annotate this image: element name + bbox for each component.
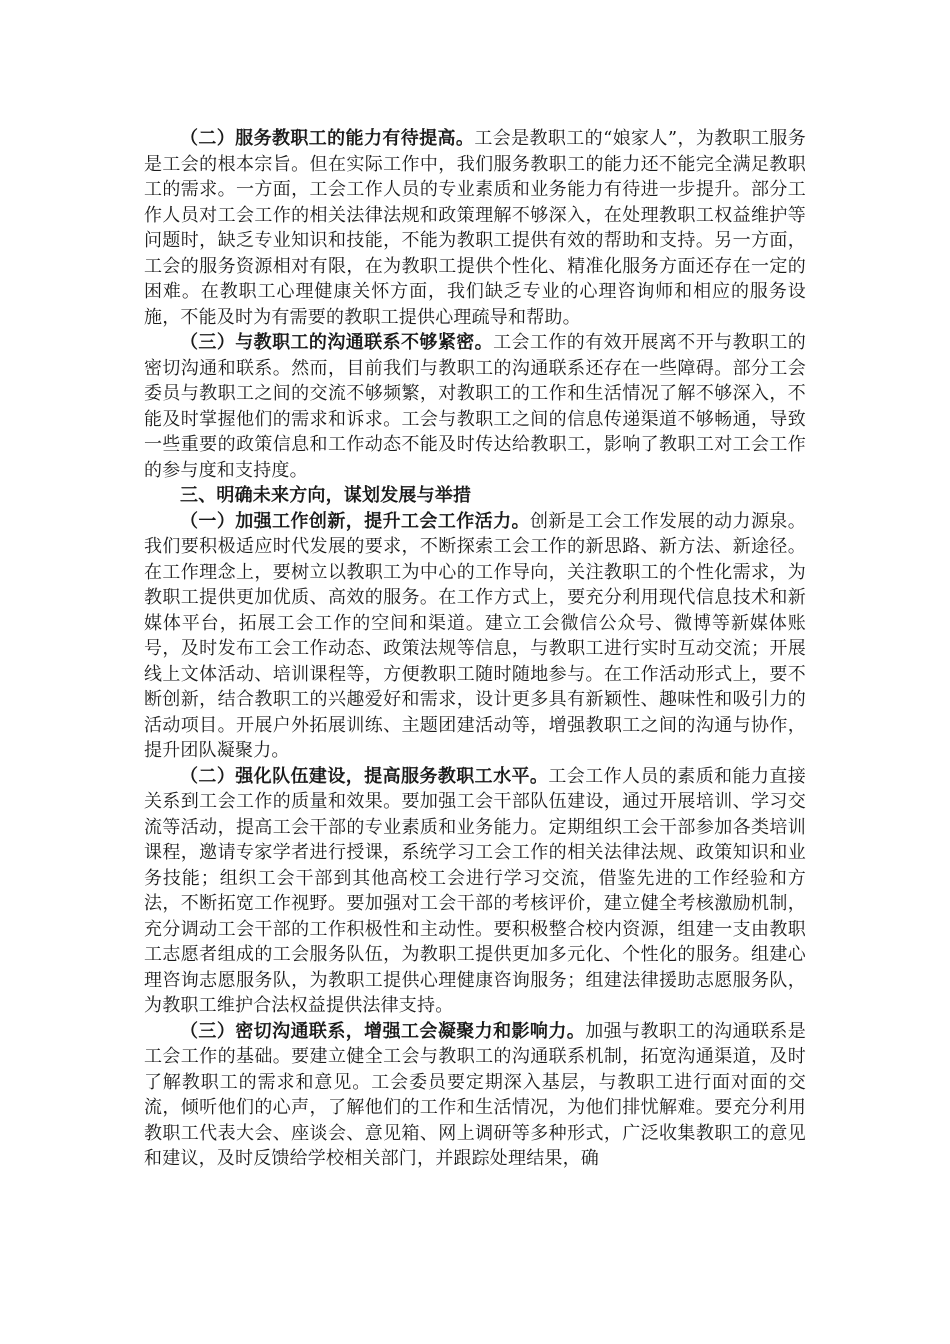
paragraph-body: 工会是教职工的“娘家人”，为教职工服务是工会的根本宗旨。但在实际工作中，我们服务教职工的能力还不能完全满足教职工的需求。一方面，工会工作人员的专业素质和业务能力有待进一步提升。部分工作人员对工会工作的相关法律法规和政策理解不够深入，在处理教职工权益维护等问题时，缺乏专业知识和技能，不能为教职工提供有效的帮助和支持。另一方面，工会的服务资源相对有限，在为教职工提供个性化、精准化服务方面还存在一定的困难。在教职工心理健康关怀方面，我们缺乏专业的心理咨询师和相应的服务设施，不能及时为有需要的教职工提供心理疏导和帮助。	[144, 128, 807, 328]
section-heading: 三、明确未来方向，谋划发展与举措	[180, 485, 472, 506]
document-page	[144, 126, 806, 1172]
paragraph-body: 加强与教职工的沟通联系是工会工作的基础。要建立健全工会与教职工的沟通联系机制，拓宽沟通渠道，及时了解教职工的需求和意见。工会委员要定期深入基层，与教职工进行面对面的交流，倾听他们的心声，了解他们的工作和生活情况，为他们排忧解难。要充分利用教职工代表大会、座谈会、意见箱、网上调研等多种形式，广泛收集教职工的意见和建议，及时反馈给学校相关部门，并跟踪处理结果，确	[144, 1020, 806, 1169]
paragraph-innovation	[144, 509, 806, 764]
paragraph-body: 创新是工会工作发展的动力源泉。我们要积极适应时代发展的要求，不断探索工会工作的新思路、新方法、新途径。在工作理念上，要树立以教职工为中心的工作导向，关注教职工的个性化需求，为教职工提供更加优质、高效的服务。在工作方式上，要充分利用现代信息技术和新媒体平台，拓展工会工作的空间和渠道。建立工会微信公众号、微博等新媒体账号，及时发布工会工作动态、政策法规等信息，与教职工进行实时互动交流；开展线上文体活动、培训课程等，方便教职工随时随地参与。在工作活动形式上，要不断创新，结合教职工的兴趣爱好和需求，设计更多具有新颖性、趣味性和吸引力的活动项目。开展户外拓展训练、主题团建活动等，增强教职工之间的沟通与协作，提升团队凝聚力。	[144, 510, 806, 761]
paragraph-team-building	[144, 764, 806, 1019]
paragraph-body: 工会工作人员的素质和能力直接关系到工会工作的质量和效果。要加强工会干部队伍建设，通过开展培训、学习交流等活动，提高工会干部的专业素质和业务能力。定期组织工会干部参加各类培训课程，邀请专家学者进行授课，系统学习工会工作的相关法律法规、政策知识和业务技能；组织工会干部到其他高校工会进行学习交流，借鉴先进的工作经验和方法，不断拓宽工作视野。要加强对工会干部的考核评价，建立健全考核激励机制，充分调动工会干部的工作积极性和主动性。要积极整合校内资源，组建一支由教职工志愿者组成的工会服务队伍，为教职工提供更加多元化、个性化的服务。组建心理咨询志愿服务队，为教职工提供心理健康咨询服务；组建法律援助志愿服务队，为教职工维护合法权益提供法律支持。	[144, 765, 806, 1016]
paragraph-lead: （一）加强工作创新，提升工会工作活力。	[180, 510, 530, 532]
paragraph-communication	[144, 330, 806, 483]
paragraph-lead: （二）服务教职工的能力有待提高。	[180, 128, 475, 149]
paragraph-lead: （三）与教职工的沟通联系不够紧密。	[180, 332, 494, 353]
paragraph-service-capability	[144, 126, 806, 330]
paragraph-lead: （二）强化队伍建设，提高服务教职工水平。	[180, 765, 549, 787]
paragraph-cohesion	[144, 1019, 806, 1172]
paragraph-lead: （三）密切沟通联系，增强工会凝聚力和影响力。	[180, 1020, 586, 1042]
paragraph-body: 工会工作的有效开展离不开与教职工的密切沟通和联系。然而，目前我们与教职工的沟通联系还存在一些障碍。部分工会委员与教职工之间的交流不够频繁，对教职工的工作和生活情况了解不够深入，不能及时掌握他们的需求和诉求。工会与教职工之间的信息传递渠道不够畅通，导致一些重要的政策信息和工作动态不能及时传达给教职工，影响了教职工对工会工作的参与度和支持度。	[144, 332, 806, 481]
